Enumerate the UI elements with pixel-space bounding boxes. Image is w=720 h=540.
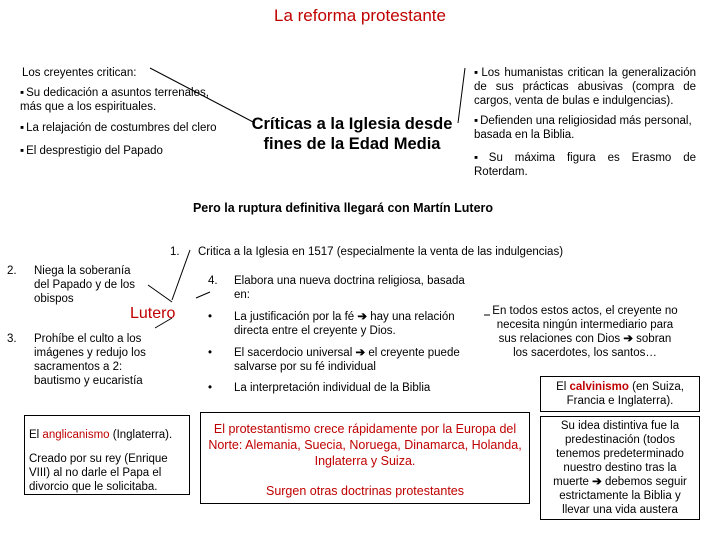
calvinism-pre: El: [556, 381, 570, 393]
doctrine-item-2: [234, 346, 482, 374]
page-title: La reforma protestante: [274, 6, 446, 25]
anglicanism-term: anglicanismo: [42, 429, 110, 441]
spread-box: [200, 412, 530, 504]
calvinism-box: [540, 376, 700, 412]
other-doctrines: Surgen otras doctrinas protestantes: [265, 484, 465, 498]
point-3-text: Prohíbe el culto a los imágenes y redujo los sacramentos a 2: bautismo y eucaristía: [34, 333, 146, 387]
right-item-3: ▪ Su máxima figura es Erasmo de Roterdam.: [474, 151, 696, 179]
arrow-icon: ➔: [355, 347, 366, 359]
criticism-title: Críticas a la Iglesia desde fines de la Edad Media: [251, 115, 453, 153]
point-2-text: Niega la soberanía del Papado y de los obispos: [34, 265, 136, 305]
arrow-icon: ➔: [357, 311, 368, 323]
calvinism-term: calvinismo: [569, 381, 629, 393]
left-item-2: ▪ La relajación de costumbres del clero: [20, 121, 250, 135]
calvinism-post: (en Suiza, Francia e Inglaterra).: [566, 381, 684, 407]
spread-text: El protestantismo crece rápidamente por la Europa del Norte: Alemania, Suecia, Noruega, Dinamarca, Holanda, Inglaterra y Suiza.: [208, 422, 522, 468]
calvin-idea-box: [540, 416, 700, 520]
point-2-number: 2.: [7, 265, 17, 277]
lutero-label: Lutero: [130, 305, 176, 322]
doctrine-bullet-3: •: [208, 382, 213, 394]
connector-lutero-to-point4: [196, 292, 210, 298]
right-item-2: ▪ Defienden una religiosidad más personal, basada en la Biblia.: [474, 114, 696, 142]
left-item-3: ▪ El desprestigio del Papado: [20, 144, 230, 158]
point-3-number: 3.: [7, 333, 17, 345]
anglicanism-box: [24, 415, 190, 495]
doctrine-bullet-2: •: [208, 347, 213, 359]
doctrine-item-2-after: el creyente puede salvarse por su fé individual: [234, 347, 460, 373]
left-heading: Los creyentes critican:: [22, 67, 137, 79]
doctrine-item-1-after: hay una relación directa entre el creyente y Dios.: [234, 311, 455, 337]
point-4-text: Elabora una nueva doctrina religiosa, basada en:: [234, 275, 465, 301]
arrow-icon: ➔: [592, 476, 602, 488]
acts-note-before: En todos estos actos, el creyente no necesita ningún intermediario para sus relaciones con Dios: [492, 305, 678, 345]
doctrine-item-1-before: La justificación por la fé: [234, 311, 355, 323]
acts-note-after: sobran los sacerdotes, los santos…: [513, 333, 672, 359]
point-4-number: 4.: [208, 275, 218, 287]
connector-lutero-to-point2: [148, 285, 172, 302]
doctrine-item-1: [234, 310, 479, 338]
calvin-idea-before: Su idea distintiva fue la predestinación (todos tenemos predeterminado nuestro destino tras la muerte: [553, 420, 684, 488]
acts-note: [490, 304, 680, 360]
doctrine-item-2-before: El sacerdocio universal: [234, 347, 353, 359]
anglicanism-heading: [29, 428, 185, 442]
point-1-number: 1.: [170, 246, 180, 258]
anglicanism-pre: El: [29, 429, 43, 441]
left-item-1: ▪ Su dedicación a asuntos terrenales, más que a los espirituales.: [20, 86, 230, 114]
calvin-idea-after: debemos seguir estrictamente la Biblia y llevar una vida austera: [559, 476, 687, 516]
right-item-1: ▪ Los humanistas critican la generalización de sus prácticas abusivas (compra de cargos, venta de bulas e indulgencias).: [474, 66, 696, 108]
rupture-statement: Pero la ruptura definitiva llegará con Martín Lutero: [192, 201, 494, 215]
arrow-icon: ➔: [623, 333, 633, 345]
doctrine-bullet-1: •: [208, 311, 213, 323]
anglicanism-detail: Creado por su rey (Enrique VIII) al no darle el Papa el divorcio que le solicitaba.: [29, 453, 168, 493]
point-1-text: Critica a la Iglesia en 1517 (especialmente la venta de las indulgencias): [198, 246, 564, 258]
doctrine-item-3: La interpretación individual de la Biblia: [234, 382, 431, 394]
anglicanism-post: (Inglaterra).: [109, 429, 173, 441]
